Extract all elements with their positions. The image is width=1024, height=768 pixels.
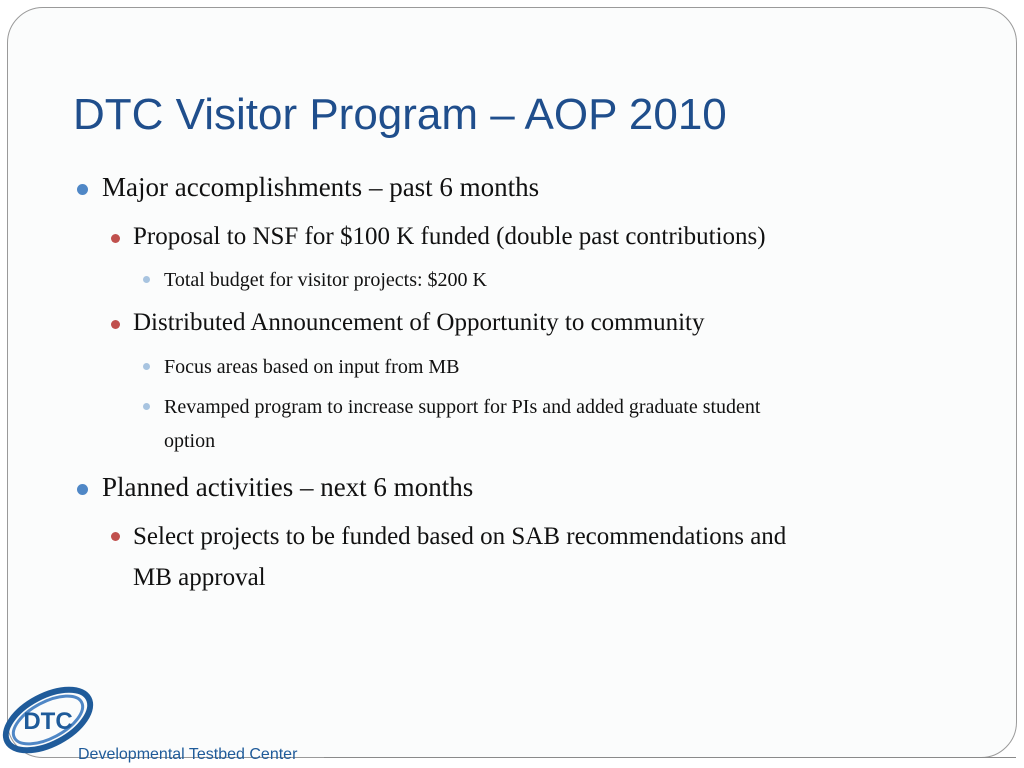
footer-divider [324, 757, 1016, 758]
logo-abbr: DTC [23, 708, 73, 735]
bullet-revamped-program: Revamped program to increase support for PIs and added graduate student option [164, 390, 760, 458]
bullet-select-projects: Select projects to be funded based on SAB recommendations and MB approval [133, 516, 786, 598]
bullet-total-budget: Total budget for visitor projects: $200 K [164, 263, 487, 297]
bullet-dot-icon [143, 276, 150, 283]
bullet-dot-icon [111, 320, 120, 329]
bullet-nsf-proposal: Proposal to NSF for $100 K funded (double past contributions) [133, 223, 766, 251]
bullet-planned-activities: Planned activities – next 6 months [102, 472, 473, 503]
bullet-dot-icon [77, 184, 88, 195]
bullet-major-accomplishments: Major accomplishments – past 6 months [102, 172, 539, 203]
slide-title: DTC Visitor Program – AOP 2010 [73, 90, 727, 139]
bullet-focus-areas: Focus areas based on input from MB [164, 350, 460, 384]
logo-name: Developmental Testbed Center [78, 746, 298, 763]
bullet-distributed-announcement: Distributed Announcement of Opportunity to community [133, 309, 704, 337]
bullet-dot-icon [77, 484, 88, 495]
bullet-dot-icon [143, 363, 150, 370]
bullet-dot-icon [143, 403, 150, 410]
bullet-dot-icon [111, 532, 120, 541]
bullet-dot-icon [111, 234, 120, 243]
